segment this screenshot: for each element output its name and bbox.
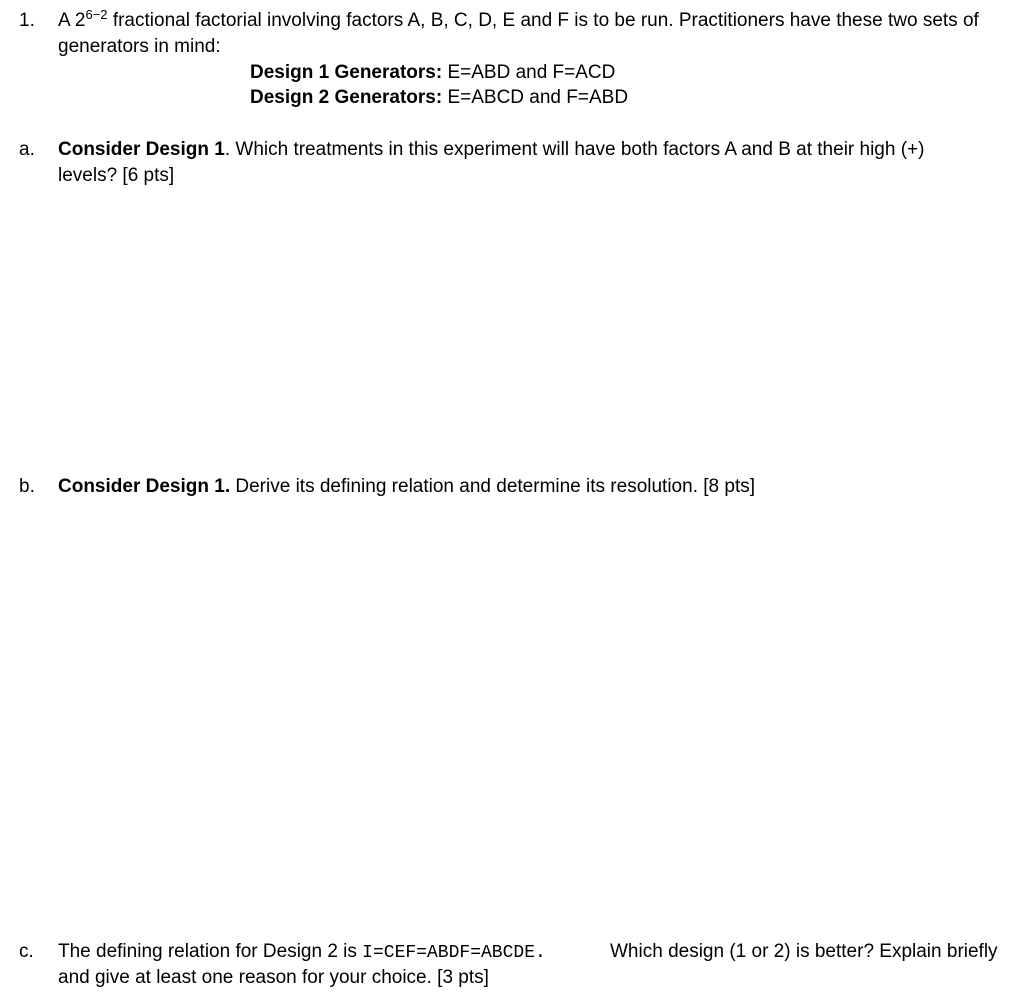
part-a-line1 (58, 137, 924, 163)
part-a-letter: a. (19, 139, 35, 160)
part-a-line2: levels? [6 pts] (58, 165, 175, 186)
part-b-letter: b. (19, 476, 35, 497)
part-c-defining-relation: I=CEF=ABDF=ABCDE. (362, 943, 546, 963)
design-2-label: Design 2 Generators: (250, 87, 443, 108)
question-intro-line2: generators in mind: (58, 36, 221, 57)
part-c-line2: and give at least one reason for your choice. [3 pts] (58, 967, 489, 988)
design-1-label: Design 1 Generators: (250, 62, 443, 83)
part-c-text-before: The defining relation for Design 2 is (58, 941, 363, 962)
design-2-generators (250, 85, 628, 111)
intro-rest: fractional factorial involving factors A, B, C, D, E and F is to be run. Practitioners have these two sets of (112, 10, 979, 31)
question-intro-line1 (58, 8, 979, 34)
part-a-bold: Consider Design 1 (58, 139, 225, 160)
part-c-line1 (58, 939, 546, 966)
part-c-text-after: Which design (1 or 2) is better? Explain briefly (610, 941, 998, 962)
design-2-value: E=ABCD and F=ABD (447, 87, 629, 108)
question-number: 1. (19, 10, 35, 31)
part-c-letter: c. (19, 941, 34, 962)
part-a-text: . Which treatments in this experiment will have both factors A and B at their high (+) (224, 139, 925, 160)
design-1-value: E=ABD and F=ACD (447, 62, 616, 83)
intro-exponent: 6−2 (85, 7, 108, 22)
part-b-line (58, 474, 755, 500)
part-b-bold: Consider Design 1. (58, 476, 231, 497)
intro-prefix: A 2 (58, 10, 86, 31)
part-b-text: Derive its defining relation and determine its resolution. [8 pts] (235, 476, 755, 497)
design-1-generators (250, 60, 615, 86)
